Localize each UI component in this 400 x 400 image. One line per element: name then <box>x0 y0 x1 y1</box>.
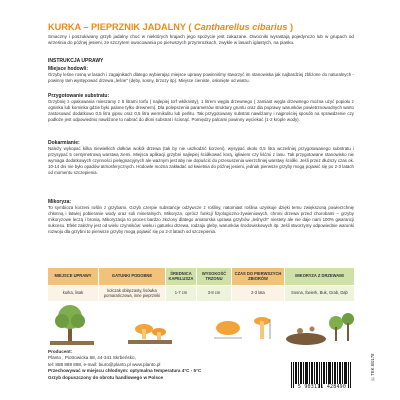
storage-info: Przechowywać w miejscu chłodnym: optymalna temperatura 4°C - 5°C <box>48 368 202 374</box>
latin-name: Cantharellus cibarius <box>194 22 288 32</box>
tree-icon <box>50 305 94 345</box>
section-title-location: Miejsce hodowli: <box>48 66 89 72</box>
table-header-cap: ŚREDNICA KAPELUSZA <box>166 268 196 285</box>
table-cell-location: kurka, lisak <box>48 286 98 301</box>
section-title-mycorrhiza: Mikoryza: <box>48 199 72 205</box>
legal-note: Grzyb dopuszczony do obrotu handlowego w Polsce <box>48 374 164 380</box>
intro-paragraph: Smaczny i poszukiwany grzyb jadalny choć w niektórych krajach jego spożycie jest zakazane. Owocniki wyrastają pojedynczo lub w grupach od września do późnej jesieni, ze szczytem owocowania po pierwszych przymrozkach, zwykle w lasach iglastych, na piasku. <box>48 34 354 46</box>
producer-label: Producent: <box>48 349 73 354</box>
table-cell-stem: 3-8 cm <box>197 286 231 301</box>
instructions-title: INSTRUKCJA UPRAWY <box>48 58 104 64</box>
producer-info <box>48 349 298 381</box>
stem-height-icon <box>254 317 270 339</box>
barcode-number: 5 903111 428490 <box>297 384 347 390</box>
soil-icon <box>286 327 326 346</box>
trees-row-icon <box>329 313 354 341</box>
table-cell-similar: kolczak obłączasty, lisówka pomarańczowa, inne pieprzniki <box>99 286 165 301</box>
cap-diameter-icon <box>214 321 242 338</box>
growing-steps-illustration <box>48 301 354 349</box>
section-text-substrate: Grzybnię z opakowania mieszamy z 5 litrami torfu ( najlepiej torf włóknisty), 1 litrem węgla drzewnego ( zamiast węgla drzewnego można użyć popiołu z ogniska lub kominka gdzie było palone tylko drewnem). Dla polepszenia parametrów struktury gruntu oraz dla poprawy warunków powietrznowodnych warto zastosować dodatkowo 0,5 litra gipsu oraz 0,5 litra wermikulitu lub perlitu. Tak przygotowany substrat nawilżamy i najprościej sposób na sprawdzenie czy podłoże jest odpowiednio nawilżone to nabrać do dłoni substrat i ścisnąć. Pomiędzy palcami powinny wyciekać (1-2 krople wody). <box>48 99 354 123</box>
side-code: Ⓟ TEK 8/0178 <box>370 353 375 381</box>
producer-contact: tel: 888 888 888, e-mail: biuro@planto.pl www.planto.pl <box>48 361 161 367</box>
producer-address: Planto , Piotrowicka 68, 44-341 Skrbeńsko, <box>48 355 136 361</box>
product-title <box>48 22 348 32</box>
section-title-feeding: Dokarmianie: <box>48 140 80 146</box>
table-header-stem: WYSOKOŚĆ TRZONU <box>197 268 231 285</box>
table-header-similar: GATUNKI PODOBNE <box>99 268 165 285</box>
table-header-time: CZAS DO PIERWSZYCH ZBIORÓW <box>232 268 284 285</box>
table-cell-cap: 1-7 cm <box>166 286 196 301</box>
title-end: ) <box>290 22 294 32</box>
section-title-substrate: Przygotowanie substratu: <box>48 93 110 99</box>
table-header-trees: MIKORYZA Z DRZEWAMI <box>285 268 354 285</box>
section-text-location: Grzyby leśne rosną w lasach i zagajnikach dlatego wybierając miejsce uprawy powinniśmy stworzyć im stanowiska jak najbardziej zbliżone do naturalnych - powinny tam występować drzewa „leśne" (dęby, sosny, brzozy itp). Miejsce cieniste, osłonięte od wiatru. <box>48 72 354 84</box>
title-text: KURKA – PIEPRZNIK JADALNY ( <box>48 22 192 32</box>
mushroom-icon <box>128 324 172 344</box>
table-cell-time: 2-3 lata <box>232 286 284 301</box>
table-cell-trees: Sosna, Świerk, Buk, Grab, Dąb <box>285 286 354 301</box>
section-text-mycorrhiza: To symbioza korzeni roślin z grzybami. Grzyb czerpie substancje odżywcze z rośliny, natomiast roślina uzyskuje dzięki temu zwiększoną powierzchnię chłonną i łatwiej pobieranie wody oraz soli mineralnych. Mikoryza, oprócz funkcji fizjologiczno-żywieniowych, chroni drzewa przed chorobami – grzyby mikoryzowe leczą i bronią. Mikoryzacja to proces bardzo złożony dlatego amatorska uprawa grzybów „leśnych" niestety ale nie daje nam 100% gwarancji sukcesu. Efekt zależny jest od wielu czynników: wieku i gatunku drzewa, rodzaju gleby, warunków środowiskowych itp. Jeśli stworzymy odpowiednie warunki rozwoju dla grzybni to pierwsze grzyby mogą pojawić się po 2-3 latach od szczepienia. <box>48 205 354 235</box>
table-header-location: MIEJSCE UPRAWY <box>48 268 98 285</box>
section-text-feeding: Należy wykopać kilka niewielkich dołków wokół drzewa (tak by nie uszkodzić korzeni), wysypać około 0,5 litra wcześniej przygotowanego substratu i przysypać 5 centymetrową warstwą ziemi. Miejsca aplikacji grzybni najlepiej ściółkować korą, igliwiem czy liśćmi z lasu. Tak przygotowane stanowisko nie wymaga dodatkowych czynności pielęgnacyjnych ale ważnym jest aby nie dopuścić do przesuszenia wierzchniej warstwy ściółki. Jeśli przez dłuższy czas ok. 10-14 dni nie było opadów atmosferycznych. Hodowle można zakładać od kwietnia do późnej jesieni, jednak pierwsze grzyby mogą pojawić się po 2-3 latach od momentu szczepienia. <box>48 146 354 176</box>
